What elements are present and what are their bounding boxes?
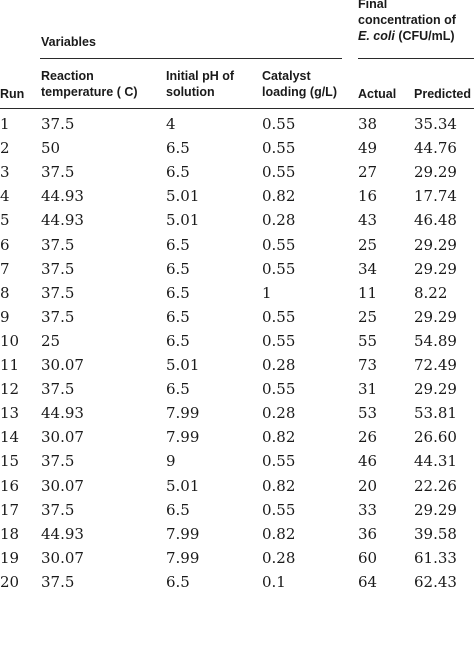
run-number-cell: 14 xyxy=(0,428,20,447)
reaction-temperature-cell: 44.93 xyxy=(41,211,84,230)
catalyst-loading-cell: 0.82 xyxy=(262,428,296,447)
run-number-cell: 12 xyxy=(0,380,20,399)
run-number-cell: 16 xyxy=(0,476,20,495)
actual-value-cell: 64 xyxy=(358,572,378,591)
catalyst-loading-cell: 0.55 xyxy=(262,163,296,182)
catalyst-loading-cell: 0.55 xyxy=(262,259,296,278)
reaction-temperature-cell: 37.5 xyxy=(41,259,75,278)
catalyst-loading-cell: 0.82 xyxy=(262,187,296,206)
predicted-value-cell: 46.48 xyxy=(414,211,457,230)
initial-ph-cell: 4 xyxy=(166,115,176,133)
predicted-value-cell: 29.29 xyxy=(414,500,457,519)
catalyst-loading-cell: 0.55 xyxy=(262,139,296,158)
initial-ph-cell: 6.5 xyxy=(166,259,190,278)
run-number-cell: 6 xyxy=(0,235,10,254)
initial-ph-cell: 5.01 xyxy=(166,187,200,206)
run-number-cell: 18 xyxy=(0,524,20,543)
initial-ph-cell: 7.99 xyxy=(166,428,200,447)
predicted-value-cell: 54.89 xyxy=(414,331,457,350)
final-concentration-line3 xyxy=(358,28,456,44)
reaction-temperature-header xyxy=(41,68,138,100)
predicted-value-cell: 22.26 xyxy=(414,476,457,495)
initial-ph-cell: 6.5 xyxy=(166,139,190,158)
predicted-value-cell: 29.29 xyxy=(414,163,457,182)
reaction-temperature-cell: 44.93 xyxy=(41,524,84,543)
initial-ph-header xyxy=(166,68,234,100)
predicted-value-cell: 26.60 xyxy=(414,428,457,447)
reaction-temperature-cell: 30.07 xyxy=(41,428,84,447)
catalyst-loading-cell: 1 xyxy=(262,283,272,302)
initial-ph-cell: 6.5 xyxy=(166,380,190,399)
catalyst-loading-cell: 0.1 xyxy=(262,572,286,591)
run-number-cell: 8 xyxy=(0,283,10,302)
final-concentration-rule xyxy=(358,58,474,59)
run-number-cell: 4 xyxy=(0,187,10,206)
actual-value-cell: 25 xyxy=(358,307,378,326)
catalyst-loading-line1: Catalyst xyxy=(262,69,311,83)
catalyst-loading-cell: 0.55 xyxy=(262,307,296,326)
final-concentration-line1: Final xyxy=(358,0,388,11)
catalyst-loading-cell: 0.55 xyxy=(262,331,296,350)
catalyst-loading-cell: 0.28 xyxy=(262,548,296,567)
actual-value-cell: 38 xyxy=(358,115,378,133)
predicted-value-cell: 29.29 xyxy=(414,235,457,254)
reaction-temperature-cell: 30.07 xyxy=(41,356,84,374)
run-number-cell: 13 xyxy=(0,404,20,423)
predicted-value-cell: 39.58 xyxy=(414,524,457,543)
actual-value-cell: 73 xyxy=(358,356,378,374)
predicted-value-cell: 44.31 xyxy=(414,452,457,471)
initial-ph-cell: 7.99 xyxy=(166,548,200,567)
initial-ph-cell: 5.01 xyxy=(166,476,200,495)
initial-ph-cell: 6.5 xyxy=(166,283,190,302)
reaction-temperature-cell: 30.07 xyxy=(41,476,84,495)
catalyst-loading-cell: 0.82 xyxy=(262,524,296,543)
initial-ph-cell: 9 xyxy=(166,452,176,471)
run-number-cell: 11 xyxy=(0,356,20,374)
predicted-value-cell: 29.29 xyxy=(414,380,457,399)
run-number-cell: 10 xyxy=(0,331,20,350)
initial-ph-cell: 7.99 xyxy=(166,524,200,543)
actual-value-cell: 27 xyxy=(358,163,378,182)
initial-ph-cell: 6.5 xyxy=(166,307,190,326)
final-concentration-header xyxy=(358,0,456,44)
predicted-value-cell: 53.81 xyxy=(414,404,457,423)
predicted-value-cell: 61.33 xyxy=(414,548,457,567)
reaction-temperature-line1: Reaction xyxy=(41,69,94,83)
actual-header: Actual xyxy=(358,87,397,101)
reaction-temperature-cell: 25 xyxy=(41,331,61,350)
reaction-temperature-cell: 50 xyxy=(41,139,61,158)
catalyst-loading-line2: loading (g/L) xyxy=(262,85,337,99)
actual-value-cell: 34 xyxy=(358,259,378,278)
reaction-temperature-cell: 37.5 xyxy=(41,452,75,471)
run-number-cell: 7 xyxy=(0,259,10,278)
run-number-cell: 9 xyxy=(0,307,10,326)
predicted-header: Predicted xyxy=(414,87,471,101)
run-number-cell: 3 xyxy=(0,163,10,182)
initial-ph-cell: 5.01 xyxy=(166,211,200,230)
actual-value-cell: 31 xyxy=(358,380,378,399)
variables-rule xyxy=(40,58,342,59)
catalyst-loading-cell: 0.28 xyxy=(262,356,296,374)
predicted-value-cell: 44.76 xyxy=(414,139,457,158)
reaction-temperature-cell: 37.5 xyxy=(41,572,75,591)
actual-value-cell: 33 xyxy=(358,500,378,519)
reaction-temperature-cell: 37.5 xyxy=(41,283,75,302)
actual-value-cell: 46 xyxy=(358,452,378,471)
predicted-value-cell: 29.29 xyxy=(414,259,457,278)
variables-header: Variables xyxy=(41,35,96,49)
initial-ph-cell: 6.5 xyxy=(166,235,190,254)
catalyst-loading-cell: 0.28 xyxy=(262,404,296,423)
actual-value-cell: 36 xyxy=(358,524,378,543)
initial-ph-cell: 6.5 xyxy=(166,500,190,519)
catalyst-loading-cell: 0.55 xyxy=(262,500,296,519)
reaction-temperature-cell: 37.5 xyxy=(41,500,75,519)
actual-value-cell: 60 xyxy=(358,548,378,567)
actual-value-cell: 16 xyxy=(358,187,378,206)
catalyst-loading-cell: 0.55 xyxy=(262,380,296,399)
actual-value-cell: 55 xyxy=(358,331,378,350)
actual-value-cell: 11 xyxy=(358,283,378,302)
predicted-value-cell: 72.49 xyxy=(414,356,457,374)
reaction-temperature-cell: 44.93 xyxy=(41,404,84,423)
run-number-cell: 20 xyxy=(0,572,20,591)
actual-value-cell: 25 xyxy=(358,235,378,254)
catalyst-loading-cell: 0.28 xyxy=(262,211,296,230)
initial-ph-line2: solution xyxy=(166,85,215,99)
actual-value-cell: 49 xyxy=(358,139,378,158)
header-bottom-rule xyxy=(0,108,474,109)
concentration-unit: (CFU/mL) xyxy=(398,29,455,43)
catalyst-loading-cell: 0.55 xyxy=(262,452,296,471)
final-concentration-line2: concentration of xyxy=(358,13,456,27)
reaction-temperature-cell: 37.5 xyxy=(41,163,75,182)
predicted-value-cell: 29.29 xyxy=(414,307,457,326)
run-number-cell: 15 xyxy=(0,452,20,471)
run-number-cell: 1 xyxy=(0,115,10,133)
actual-value-cell: 26 xyxy=(358,428,378,447)
actual-value-cell: 43 xyxy=(358,211,378,230)
initial-ph-line1: Initial pH of xyxy=(166,69,235,83)
predicted-value-cell: 35.34 xyxy=(414,115,457,133)
run-number-cell: 19 xyxy=(0,548,20,567)
reaction-temperature-cell: 37.5 xyxy=(41,380,75,399)
reaction-temperature-cell: 30.07 xyxy=(41,548,84,567)
catalyst-loading-cell: 0.55 xyxy=(262,115,296,133)
run-header: Run xyxy=(0,87,25,101)
initial-ph-cell: 5.01 xyxy=(166,356,200,374)
catalyst-loading-cell: 0.55 xyxy=(262,235,296,254)
reaction-temperature-cell: 37.5 xyxy=(41,307,75,326)
actual-value-cell: 53 xyxy=(358,404,378,423)
actual-value-cell: 20 xyxy=(358,476,378,495)
predicted-value-cell: 8.22 xyxy=(414,283,448,302)
catalyst-loading-header xyxy=(262,68,337,100)
reaction-temperature-line2: temperature ( C) xyxy=(41,85,138,99)
run-number-cell: 5 xyxy=(0,211,10,230)
predicted-value-cell: 17.74 xyxy=(414,187,457,206)
run-number-cell: 2 xyxy=(0,139,10,158)
initial-ph-cell: 6.5 xyxy=(166,572,190,591)
predicted-value-cell: 62.43 xyxy=(414,572,457,591)
reaction-temperature-cell: 44.93 xyxy=(41,187,84,206)
catalyst-loading-cell: 0.82 xyxy=(262,476,296,495)
initial-ph-cell: 7.99 xyxy=(166,404,200,423)
organism-name: E. coli xyxy=(358,29,395,43)
reaction-temperature-cell: 37.5 xyxy=(41,115,75,133)
run-number-cell: 17 xyxy=(0,500,20,519)
reaction-temperature-cell: 37.5 xyxy=(41,235,75,254)
initial-ph-cell: 6.5 xyxy=(166,331,190,350)
initial-ph-cell: 6.5 xyxy=(166,163,190,182)
